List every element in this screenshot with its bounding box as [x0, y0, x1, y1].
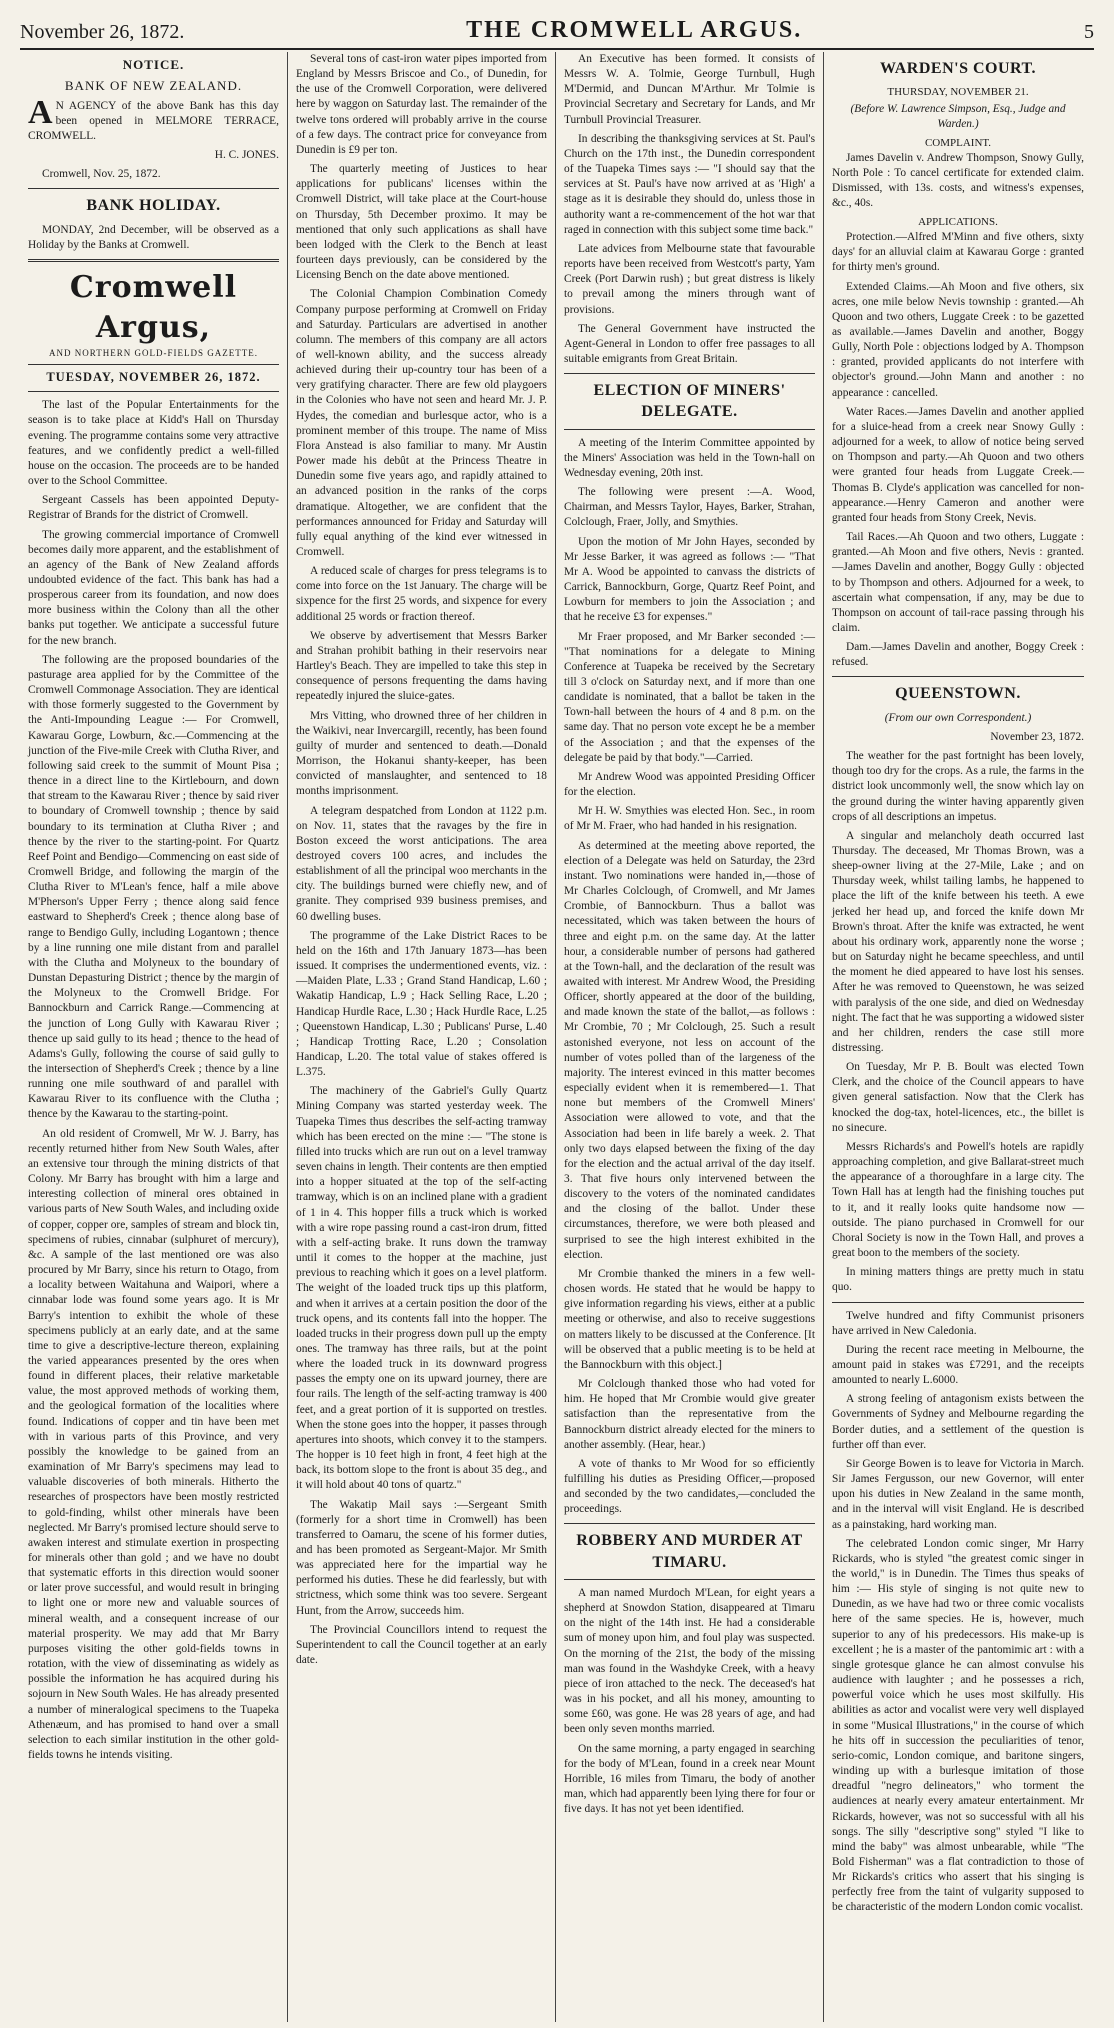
article-paragraph: The Colonial Champion Combination Comedy Company purpose performing at Cromwell on Friday and Saturday. Particulars are advertised in another column. The members of this company are all actors of well-known ability, and the success already achieved during their up-country tour has been of a very gratifying character. There are few old playgoers in the Colonies who have not seen and heard Mr. J. P. Hydes, the comedian and burlesque actor, who is a prominent member of this troupe. The name of Miss Flora Anstead is also familiar to many. Mr Austin Power made his debût at the Princess Theatre in Dunedin some five years ago, and rapidly attained to an advanced position in the ranks of the corps dramatique. Altogether, we are confident that the performances announced for Friday and Saturday will fully equal anything of the kind ever witnessed in Cromwell. — [296, 288, 547, 558]
article-paragraph: Sergeant Cassels has been appointed Deputy-Registrar of Brands for the district of Cromwell. — [28, 494, 279, 522]
notice-date: Cromwell, Nov. 25, 1872. — [42, 168, 161, 181]
article-paragraph: A vote of thanks to Mr Wood for so efficiently fulfilling his duties as Presiding Officer,—proposed and seconded by the two candidates,—concluded the proceedings. — [564, 1457, 815, 1516]
masthead — [20, 10, 1094, 50]
article-paragraph: The Wakatip Mail says :—Sergeant Smith (formerly for a short time in Cromwell) has been transferred to Oamaru, the scene of his former duties, and has been promoted as Sergeant-Major. Mr Smith was appreciated here for the impartial way he performed his duties. These he did fearlessly, but with strictness, which some think was too severe. Sergeant Hunt, from the Arrow, succeeds him. — [296, 1498, 547, 1617]
page-number: 5 — [1083, 21, 1094, 43]
article-paragraph: During the recent race meeting in Melbourne, the amount paid in stakes was £7291, and the receipts amounted to nearly L.6000. — [832, 1343, 1084, 1387]
wardens-court-before: (Before W. Lawrence Simpson, Esq., Judge and Warden.) — [850, 102, 1066, 131]
holiday-body: MONDAY, 2nd December, will be observed as a Holiday by the Banks at Cromwell. — [28, 223, 279, 251]
wardens-court-heading: WARDEN'S COURT. — [880, 60, 1036, 77]
article-paragraph: A man named Murdoch M'Lean, for eight years a shepherd at Snowdon Station, disappeared at Timaru on the night of the 14th inst. He had a considerable sum of money upon him, and foul play was suspected. On the morning of the 21st, the body of the missing man was found in the Washdyke Creek, with a heavy piece of iron attached to the neck. The deceased's hat was in his pocket, and all his money, amounting to some £60, was gone. He was 28 years of age, and had been only seven months married. — [564, 1586, 815, 1736]
article-paragraph: Water Races.—James Davelin and another applied for a sluice-head from a creek near Snowy Gully : adjourned for a week, to allow of notice being served on Thompson and party.—Ah Quoon and two others were granted four heads from Luggate Creek.—Thomas B. Clyde's application was cancelled for non-appearance.—Henry Cameron and another were granted four heads from Stony Creek, Nevis. — [832, 405, 1084, 524]
article-paragraph: A meeting of the Interim Committee appointed by the Miners' Association was held in the Town-hall on Wednesday evening, 20th inst. — [564, 436, 815, 479]
article-paragraph: A reduced scale of charges for press telegrams is to come into force on the 1st January. The charge will be sixpence for the first 25 words, and sixpence for every additional 25 words or fraction thereof. — [296, 565, 547, 623]
article-paragraph: Tail Races.—Ah Quoon and two others, Luggate : granted.—Ah Moon and five others, Nevis : granted.—James Davelin and another, Boggy Gully : objected to by Thompson and others. Adjourned for a week, to ascertain what compensation, if any, may be due to Thompson on account of tail-race passing through his claim. — [832, 531, 1084, 634]
complaint-label: COMPLAINT. — [924, 137, 992, 150]
article-paragraph: The weather for the past fortnight has been lovely, though too dry for the crops. As a rule, the farms in the district look uncommonly well, the snow which lay on the ground during the winter having apparently given crops of all descriptions an impetus. — [832, 750, 1084, 823]
article-paragraph: Mrs Vitting, who drowned three of her children in the Waikivi, near Invercargill, recently, has been found guilty of murder and sentenced to death.—Donald Morrison, the Hokanui shanty-keeper, has been convicted of manslaughter, and sentenced to 18 months imprisonment. — [296, 709, 547, 798]
article-paragraph: The quarterly meeting of Justices to hear applications for publicans' licenses within the Cromwell District, will take place at the Court-house on Thursday, 5th December proximo. It may be mentioned that only such applications as shall have been lodged with the Clerk to the Bench at least fourteen days previously, can be considered by the Licensing Bench on the date above mentioned. — [296, 163, 547, 282]
masthead-date: November 26, 1872. — [20, 21, 185, 43]
applications-label: APPLICATIONS. — [918, 216, 998, 229]
election-heading: ELECTION OF MINERS' DELEGATE. — [593, 382, 786, 421]
divider — [832, 1302, 1084, 1303]
article-paragraph: Dam.—James Davelin and another, Boggy Creek : refused. — [832, 641, 1084, 669]
article-paragraph: Twelve hundred and fifty Communist prisoners have arrived in New Caledonia. — [832, 1309, 1084, 1337]
article-paragraph: The General Government have instructed the Agent-General in London to offer free passages to all suitable emigrants from Great Britain. — [564, 322, 815, 365]
divider — [28, 188, 279, 189]
masthead-title: THE CROMWELL ARGUS. — [466, 17, 803, 43]
notice-bank: BANK OF NEW ZEALAND. — [64, 78, 243, 94]
article-paragraph: In describing the thanksgiving services at St. Paul's Church on the 17th inst., the Dunedin correspondent of the Tuapeka Times says :— "I should say that the services at St. Paul's have now arrived at as 'High' a stage as it is desirable they should do, unless those in authority want a re-commencement of the hot war that raged in connection with this subject some time back." — [564, 132, 815, 236]
queenstown-date: November 23, 1872. — [990, 730, 1084, 743]
holiday-heading: BANK HOLIDAY. — [86, 197, 221, 215]
article-paragraph: James Davelin v. Andrew Thompson, Snowy Gully, North Pole : To cancel certificate for extended claim. Dismissed, with 13s. costs, and witness's expenses, &c., 40s. — [832, 151, 1084, 210]
article-paragraph: Mr H. W. Smythies was elected Hon. Sec., in room of Mr M. Fraer, who had handed in his resignation. — [564, 805, 815, 833]
article-paragraph: In mining matters things are pretty much in statu quo. — [832, 1266, 1084, 1294]
notice-signature: H. C. JONES. — [214, 149, 279, 162]
article-paragraph: The following were present :—A. Wood, Chairman, and Messrs Taylor, Hayes, Barker, Strahan, Colclough, Fraer, Jolly, and Smythies. — [564, 486, 815, 529]
article-paragraph: An old resident of Cromwell, Mr W. J. Barry, has recently returned hither from New South Wales, after an extensive tour through the mining districts of that Colony. Mr Barry has brought with him a large and interesting collection of mineral ores obtained in various parts of New South Wales, and including oxide of copper, copper ore, samples of stream and block tin, specimens of rubies, cinnabar (sulphuret of mercury), &c. A sample of the last mentioned ore was also procured by Mr Barry, since his return to Otago, from a locality between Waitahuna and Waipori, where a cinnabar lode was found some years ago. It is Mr Barry's intention to exhibit the whole of these specimens publicly at an early date, and at the same time to give a descriptive-lecture thereon, explaining the varied appearances presented by the ores when found in different places, their relative marketable value, the most approved methods of working them, and the geological formation of the localities where found. Indications of copper and tin have been met with in various parts of this Province, and very possibly the knowledge to be gained from an examination of Mr Barry's specimens may lead to valuable discoveries of both minerals. Hitherto the researches of prospectors have been mostly restricted to gold-finding, whilst other minerals have been neglected. Mr Barry's promised lecture should serve to awaken interest and stimulate exertion in prospecting for minerals other than gold ; and we have no doubt that systematic efforts in this direction would sooner or later prove successful, and would result in bringing to light one or more new and valuable sources of mineral wealth, and a consequent increase of our material prosperity. We may add that Mr Barry purposes visiting the other gold-fields towns in rotation, with the view of disseminating as widely as possible the information he has acquired during his sojourn in New South Wales. He has already presented a number of mineralogical specimens to the Tuapeka Athenæum, and has promised to hand over a small selection to each similar institution in the other gold-fields towns he intends visiting. — [28, 1127, 280, 1762]
divider — [564, 1579, 815, 1580]
notice-body: AN AGENCY of the above Bank has this day been opened in MELMORE TERRACE, CROMWELL. — [28, 93, 279, 142]
article-paragraph: Mr Colclough thanked those who had voted for him. He hoped that Mr Crombie would give greater satisfaction than the representative from the Bannockburn district already elected for the miners to another assembly. (Hear, hear.) — [564, 1378, 815, 1451]
article-paragraph: Upon the motion of Mr John Hayes, seconded by Mr Jesse Barker, it was agreed as follows :— "That Mr A. Wood be appointed to canvass the districts of Carrick, Bannockburn, Gorge, Quartz Reef Point, and Lowburn for members to join the Association ; and that he receive £3 for expenses." — [564, 535, 815, 624]
article-paragraph: Extended Claims.—Ah Moon and five others, six acres, one mile below Nevis township : granted.—Ah Quoon and two others, Luggate Creek : to be gazetted as available.—James Davelin and another, Boggy Gully, North Pole : objections lodged by A. Thompson : granted, provided applicants do not interfere with objector's ground.—John Mann and another : no appearance : cancelled. — [832, 280, 1084, 399]
column-2 — [288, 52, 556, 2022]
article-paragraph: The last of the Popular Entertainments for the season is to take place at Kidd's Hall on Thursday evening. The programme contains some very attractive features, and we confidently predict a well-filled house on the occasion. The proceeds are to be handed over to the School Committee. — [28, 399, 279, 488]
article-paragraph: Sir George Bowen is to leave for Victoria in March. Sir James Fergusson, our new Governor, will enter upon his duties in New Zealand in the same month, and in the interval will visit England. He is described as a painstaking, hard working man. — [832, 1457, 1084, 1531]
article-paragraph: Mr Andrew Wood was appointed Presiding Officer for the election. — [564, 770, 815, 799]
divider — [28, 391, 279, 392]
article-paragraph: Several tons of cast-iron water pipes imported from England by Messrs Briscoe and Co., of Dunedin, for the use of the Cromwell Corporation, were delivered here by waggon on Saturday last. The remainder of the twelve tons ordered will probably arrive in the course of a few days. The contract price for conveyance from Dunedin is £9 per ton. — [296, 53, 547, 156]
notice-heading: NOTICE. — [122, 57, 185, 72]
queenstown-subtitle: (From our own Correspondent.) — [884, 711, 1032, 724]
divider — [564, 429, 815, 430]
article-paragraph: A singular and melancholy death occurred last Thursday. The deceased, Mr Thomas Brown, was a sheep-owner living at the 27-Mile, Lake ; and on Thursday week, whilst tailing lambs, he happened to place the lift of the knife between his teeth. A ewe jerked her head up, and forced the knife down Mr Brown's throat. After the knife was extracted, he went about his ordinary work, apparently none the worse ; but on Saturday night he became speechless, and until the moment he died appeared to have lost his senses. After he was removed to Queenstown, he was seized with paralysis of the one side, and died on Wednesday night. The fact that he was supporting a widowed sister and her children, renders the case still more distressing. — [832, 829, 1084, 1054]
wardens-court-date: THURSDAY, NOVEMBER 21. — [887, 86, 1029, 99]
article-paragraph: The growing commercial importance of Cromwell becomes daily more apparent, and the establishment of an agency of the Bank of New Zealand affords undoubted evidence of the fact. This bank has had a prosperous career from its foundation, and now does more business within the Colony than all the other banks put together. We anticipate a successful future for the new branch. — [28, 528, 279, 647]
article-paragraph: As determined at the meeting above reported, the election of a Delegate was held on Saturday, the 23rd instant. Two nominations were handed in,—those of Mr Charles Colclough, of Cromwell, and Mr James Crombie, of Bannockburn. Thus a ballot was necessitated, which was taken between the hours of three and eight p.m. on the same day. At the latter hour, a considerable number of persons had gathered at the Town-hall, and the declaration of the result was awaited with interest. Mr Andrew Wood, the Presiding Officer, shortly appeared at the door of the building, and made known the state of the ballot,—as follows : Mr Crombie, 70 ; Mr Colclough, 25. Such a result astonished everyone, not less on account of the number of votes polled than of the largeness of the majority. The interest evinced in this matter becomes especially evident when it is remembered—1. That none but members of the Cromwell Miners' Association were allowed to vote, and that the Association had been in life barely a week. 2. That only two days elapsed between the fixing of the day for the election and the actual arrival of the day itself. 3. That five hours only intervened between the discovery to the voters of the nominated candidates and the closing of the ballot. Under these circumstances, therefore, we were both pleased and surprised to see the high interest exhibited in the election. — [564, 839, 815, 1261]
article-paragraph: The machinery of the Gabriel's Gully Quartz Mining Company was started yesterday week. The Tuapeka Times thus describes the self-acting tramway which has been erected on the mine :— "The stone is filled into trucks which are run out on a level tramway seven chains in length. Their contents are then emptied into a hopper situated at the top of the self-acting tramway, which is on an inclined plane with a gradient of 1 in 4. This hopper fills a truck which is worked with a wire rope passing round a cast-iron drum, fitted with a self-acting brake. It runs down the tramway until it comes to the hopper at the machine, just previous to reaching which it goes on a level platform. The weight of the loaded truck tips up this platform, and when it arrives at a certain position the door of the truck opens, and its contents fall into the hopper. The loaded trucks in their progress down pull up the empty ones. The tramway has three rails, but at the point where the loaded truck in its downward progress passes the empty one on its upward journey, there are four rails. The length of the self-acting tramway is 400 feet, and a great portion of it is supported on trestles. When the stone goes into the hopper, it passes through apertures into shoots, which convey it to the stampers. The hopper is 10 feet high in front, 4 feet high at the back, its bottom slope to the front is about 35 deg., and it will hold about 40 tons of quartz." — [296, 1085, 547, 1492]
article-paragraph: A strong feeling of antagonism exists between the Governments of Sydney and Melbourne regarding the Border duties, and a settlement of the question is further off than ever. — [832, 1393, 1084, 1451]
article-paragraph: We observe by advertisement that Messrs Barker and Strahan prohibit bathing in their reservoirs near Hartley's Beach. They are impelled to take this step in consequence of persons frequenting the dams having repeatedly injured the sluice-gates. — [296, 629, 547, 703]
column-1 — [20, 52, 288, 2022]
article-paragraph: Mr Crombie thanked the miners in a few well-chosen words. He stated that he would be happy to give information regarding his views, either at a public meeting or otherwise, and also to receive suggestions on matters likely to be discussed at the Conference. [It will be observed that a public meeting is to be held at the Bannockburn with this object.] — [564, 1267, 815, 1371]
paper-name: Cromwell Argus, — [69, 269, 238, 345]
article-paragraph: Mr Fraer proposed, and Mr Barker seconded :— "That nominations for a delegate to Mining Conference at Tuapeka be received by the Secretary till 3 o'clock on Saturday next, and if more than one candidate is nominated, that a ballot be taken in the Town-hall between the hours of 4 and 8 p.m. on the same day. That no person vote except he be a member of the Association ; and that the expenses of the delegate be paid by that body."—Carried. — [564, 630, 815, 764]
article-paragraph: The Provincial Councillors intend to request the Superintendent to call the Council together at an early date. — [296, 1623, 547, 1667]
divider — [832, 676, 1084, 677]
column-3 — [556, 52, 824, 2022]
article-paragraph: Messrs Richards's and Powell's hotels are rapidly approaching completion, and give Ballarat-street much the appearance of a thoroughfare in a large city. The Town Hall has at length had the finishing touches put to it, and it really looks quite handsome now —outside. The piano purchased in Cromwell for our Choral Society is now in the Town Hall, and proves a great boon to the members of the society. — [832, 1140, 1084, 1260]
article-paragraph: Late advices from Melbourne state that favourable reports have been received from Westcott's party, Yam Creek (Port Darwin rush) ; but great distress is likely to prevail among the miners through want of provisions. — [564, 242, 815, 316]
article-paragraph: Protection.—Alfred M'Minn and five others, sixty days' for an alluvial claim at Kawarau Gorge : granted for thirty men's ground. — [832, 231, 1084, 274]
paper-subtitle: AND NORTHERN GOLD-FIELDS GAZETTE. — [28, 348, 279, 365]
robbery-heading: ROBBERY AND MURDER AT TIMARU. — [576, 1532, 803, 1571]
article-paragraph: The celebrated London comic singer, Mr Harry Rickards, who is styled "the greatest comic singer in the world," is in Dunedin. The Times thus speaks of him :— His style of singing is not quite new to Dunedin, as we have had two or three comic vocalists here of the same species. He is, however, much superior to any of his predecessors. His make-up is excellent ; he is a master of the pantomimic art : with a single grotesque glance he can almost convulse his audience with laughter ; and he possesses a rich, powerful voice which he uses most skilfully. His abilities as actor and vocalist were very well displayed in some "Musical Illustrations," in the course of which he hits off in succession the peculiarities of tenor, serio-comic, London comique, and baritone singers, winding up with a burlesque imitation of those dreadful "negro delineators," who torment the audiences at nearly every amateur entertainment. Mr Rickards, however, was not so successful with all his songs. The silly "descriptive song" styled "I like to mind the baby" was almost unbearable, while "The Bold Fisherman" was a flat contradiction to those of Mr Rickards's critics who assert that his singing is perfectly free from the taint of vulgarity supposed to be characteristic of the modern London comic vocalist. — [832, 1537, 1084, 1914]
article-paragraph: On Tuesday, Mr P. B. Boult was elected Town Clerk, and the choice of the Council appears to have given general satisfaction. Now that the Clerk has knocked the dog-tax, hotel-licences, etc., the billet is no sinecure. — [832, 1061, 1084, 1134]
article-paragraph: An Executive has been formed. It consists of Messrs W. A. Tolmie, George Turnbull, Hugh M'Dermid, and Duncan M'Arthur. Mr Tolmie is Provincial Secretary and Secretary for Lands, and Mr Turnbull Provincial Treasurer. — [564, 53, 815, 126]
divider — [564, 373, 815, 374]
article-paragraph: A telegram despatched from London at 1122 p.m. on Nov. 11, states that the ravages by the fire in Boston exceed the worst anticipations. The area destroyed covers 100 acres, and includes the establishment of all the principal woo merchants in the city. The buildings burned were chiefly new, and of granite. They comprised 939 business premises, and 60 dwelling buses. — [296, 804, 547, 923]
columns — [20, 52, 1094, 2022]
dateline: TUESDAY, NOVEMBER 26, 1872. — [46, 369, 261, 384]
queenstown-heading: QUEENSTOWN. — [895, 685, 1021, 703]
divider — [28, 259, 279, 262]
column-4 — [824, 52, 1092, 2022]
article-paragraph: The programme of the Lake District Races to be held on the 16th and 17th January 1873—has been issued. It comprises the undermentioned events, viz. :—Maiden Plate, L.33 ; Grand Stand Handicap, L.60 ; Wakatip Handicap, L.9 ; Hack Selling Race, L.20 ; Handicap Hurdle Race, L.30 ; Hack Hurdle Race, L.25 ; Queenstown Handicap, L.30 ; Publicans' Purse, L.40 ; Handicap Trotting Race, L.20 ; Consolation Handicap, L.20. The total value of stakes offered is L.375. — [296, 929, 547, 1079]
article-paragraph: On the same morning, a party engaged in searching for the body of M'Lean, found in a creek near Mount Horrible, 16 miles from Timaru, the body of another man, which had apparently been lying there for four or five days. It has not yet been identified. — [564, 1742, 815, 1816]
divider — [564, 1523, 815, 1524]
article-paragraph: The following are the proposed boundaries of the pasturage area applied for by the Committee of the Cromwell Commonage Association. They are identical with those formerly suggested to the Government by the Anti-Impounding League :— For Cromwell, Kawarau Gorge, Lowburn, &c.—Commencing at the junction of the Five-mile Creek with Clutha River, and following said creek to the summit of Mount Pisa ; thence in a direct line to the Kirtlebourn, and down that stream to the Kawarau River ; thence by said river to boundary of Cromwell township ; thence by said boundary to its termination at Clutha River ; and thence by the river to the starting-point. For Quartz Reef Point and Bendigo—Commencing on east side of Cromwell Bridge, and following the margin of the Clutha River to M'Lean's fence, half a mile above M'Pherson's Upper Ferry ; thence along said fence eastward to Shepherd's Creek ; thence along base of range to Bendigo Gully, including Logantown ; thence by a line running one mile distant from and parallel with the Clutha and Molyneux to the boundary of Dunstan Depasturing District ; thence by the margin of the Molyneux to the Cromwell Bridge. For Bannockburn and Carrick Range.—Commencing at the junction of Long Gully with Kawarau River ; thence up said gully to its head ; thence to the head of Adams's Gully, following the course of said gully to the intersection of Shepherd's Creek ; thence by a line running one mile southward of and parallel with Kawarau River to its confluence with the Clutha ; thence by the Kawarau to the starting-point. — [28, 653, 279, 1121]
